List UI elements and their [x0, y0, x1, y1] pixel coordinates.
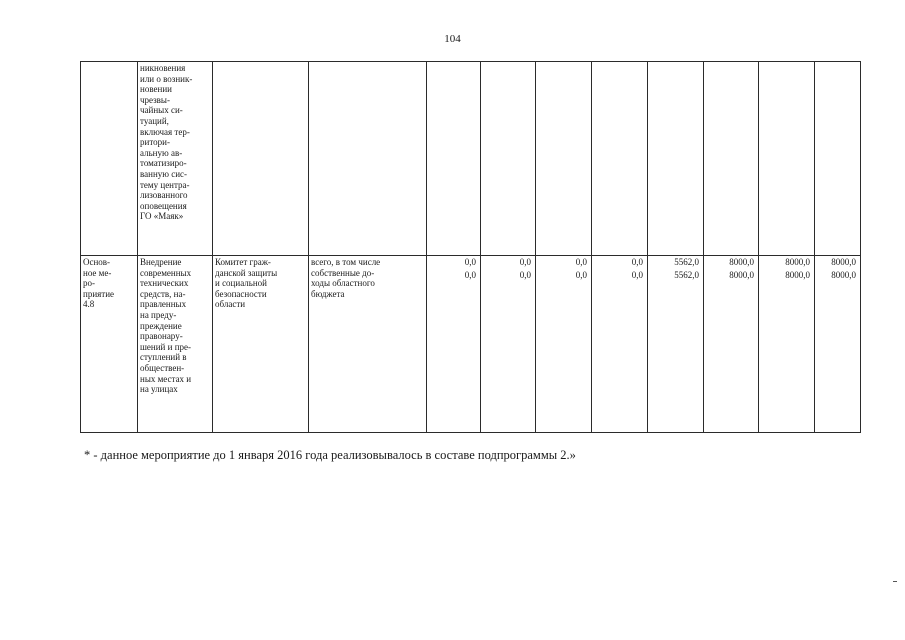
measure-code-cell: Основ- ное ме- ро- приятие 4.8	[81, 256, 138, 433]
value-cell-5	[648, 256, 704, 433]
value-cell-8	[815, 256, 861, 433]
value-regional: 8000,0	[831, 270, 856, 280]
value-total: 0,0	[631, 257, 643, 267]
funding-source-cell	[309, 256, 427, 433]
value-regional: 0,0	[464, 270, 476, 280]
value-regional: 8000,0	[729, 270, 754, 280]
value-cell	[648, 62, 704, 256]
value-regional: 0,0	[631, 270, 643, 280]
code-cell	[81, 62, 138, 256]
value-total: 5562,0	[674, 257, 699, 267]
scan-mark	[893, 581, 897, 582]
page-number: 104	[444, 33, 461, 45]
value-cell-3	[536, 256, 592, 433]
footnote: * - данное мероприятие до 1 января 2016 года реализовывалось в составе подпрограммы 2.»	[84, 448, 576, 462]
value-regional: 0,0	[519, 270, 531, 280]
source-regional-label: собственные до- ходы областного бюджета	[311, 267, 375, 299]
value-total: 0,0	[575, 257, 587, 267]
value-total: 8000,0	[729, 257, 754, 267]
value-total: 0,0	[519, 257, 531, 267]
value-cell-4	[592, 256, 648, 433]
funding-source-cell	[309, 62, 427, 256]
value-regional: 5562,0	[674, 270, 699, 280]
table-row-continuation	[81, 62, 861, 256]
executor-cell: Комитет граж- данской защиты и социальной безопасности области	[213, 256, 309, 433]
value-cell-6	[704, 256, 759, 433]
value-cell	[704, 62, 759, 256]
value-cell	[815, 62, 861, 256]
budget-table	[80, 61, 861, 433]
value-regional: 8000,0	[785, 270, 810, 280]
value-total: 8000,0	[831, 257, 856, 267]
value-regional: 0,0	[575, 270, 587, 280]
value-cell-7	[759, 256, 815, 433]
executor-cell	[213, 62, 309, 256]
value-cell-2	[481, 256, 536, 433]
value-cell	[427, 62, 481, 256]
value-cell	[592, 62, 648, 256]
table-row-measure-4-8	[81, 256, 861, 433]
measure-name-cell: Внедрение современных технических средств, на- правленных на преду- преждение правонару- шений и пре- ступлений в обществен- ных местах и на улицах	[138, 256, 213, 433]
value-cell	[536, 62, 592, 256]
value-cell	[759, 62, 815, 256]
value-total: 0,0	[464, 257, 476, 267]
value-cell-1	[427, 256, 481, 433]
source-total-label: всего, в том числе	[311, 257, 381, 267]
measure-name-cell: никновения или о возник- новении чрезвы- чайных си- туаций, включая тер- ритори- альную ав- томатизиро- ванную сис- тему центра- лизованного оповещения ГО «Маяк»	[138, 62, 213, 256]
value-total: 8000,0	[785, 257, 810, 267]
value-cell	[481, 62, 536, 256]
